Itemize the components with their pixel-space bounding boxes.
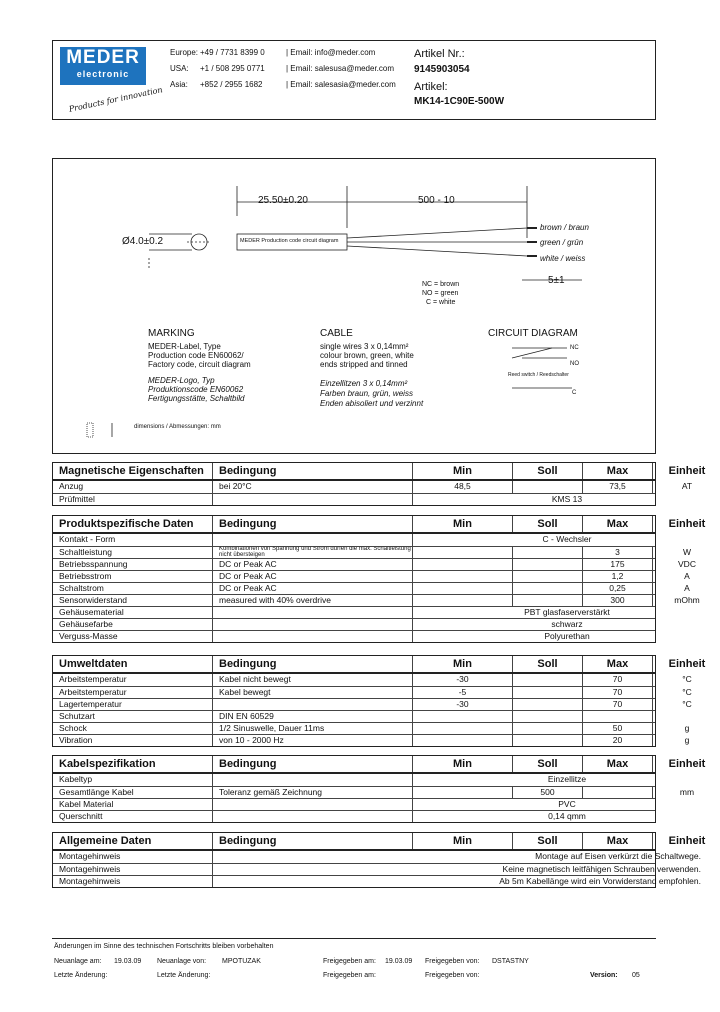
header-typ: Soll xyxy=(513,656,583,672)
no-label: NO = green xyxy=(422,290,459,297)
neuanlage-von-label: Neuanlage von: xyxy=(157,958,207,965)
row-typ xyxy=(513,711,583,722)
marking-line-3: Factory code, circuit diagram xyxy=(148,360,251,369)
row-typ xyxy=(513,674,583,686)
table-row xyxy=(53,606,655,618)
marking-de-line-1: MEDER-Logo, Typ xyxy=(148,376,215,385)
row-max: 70 xyxy=(583,687,653,698)
row-max: 70 xyxy=(583,674,653,686)
row-max: 300 xyxy=(583,595,653,606)
header-max: Max xyxy=(583,833,653,849)
freigegeben-von-label: Freigegeben von: xyxy=(425,958,480,965)
row-name: Prüfmittel xyxy=(53,494,213,505)
row-condition xyxy=(213,534,413,546)
table-row xyxy=(53,582,690,594)
row-typ xyxy=(513,583,583,594)
table-row xyxy=(53,594,700,606)
row-condition: Kabel nicht bewegt xyxy=(213,674,413,686)
contact-asia-region: Asia: xyxy=(170,80,188,89)
row-min xyxy=(413,559,513,570)
dim-diameter: Ø4.0±0.2 xyxy=(122,236,164,247)
row-max xyxy=(583,711,653,722)
row-condition: von 10 - 2000 Hz xyxy=(213,735,413,746)
header-typ: Soll xyxy=(513,756,583,772)
row-span-value: Polyurethan xyxy=(544,631,590,641)
freig-am2-label: Freigegeben am: xyxy=(323,972,376,979)
circuit-c: C xyxy=(572,390,577,396)
row-condition: DC or Peak AC xyxy=(213,583,413,594)
table-row xyxy=(53,734,690,746)
section-general xyxy=(52,832,706,888)
section-title: Umweltdaten xyxy=(53,656,213,672)
row-condition: DC or Peak AC xyxy=(213,571,413,582)
freigegeben-von-value: DSTASTNY xyxy=(492,958,529,965)
row-wide-value: Ab 5m Kabellänge wird ein Vorwiderstand empfohlen. xyxy=(499,876,701,886)
row-min xyxy=(413,735,513,746)
row-unit: W xyxy=(682,547,692,557)
row-name: Lagertemperatur xyxy=(53,699,213,710)
table-row xyxy=(53,674,692,686)
row-span-value: schwarz xyxy=(551,619,583,629)
row-max: 175 xyxy=(583,559,653,570)
header-min: Min xyxy=(413,756,513,772)
row-min xyxy=(413,571,513,582)
row-min: -30 xyxy=(413,674,513,686)
header-max: Max xyxy=(583,656,653,672)
contact-usa-region: USA: xyxy=(170,64,189,73)
row-name: Gehäusematerial xyxy=(53,607,213,618)
row-span-value: Einzellitze xyxy=(547,774,587,784)
row-name: Kabel Material xyxy=(53,799,213,810)
row-condition: Kombinationen von Spannung und Strom dürfen die max. Schaltleistung nicht übersteigen xyxy=(213,547,413,558)
section-magnetic xyxy=(52,462,706,506)
row-condition: Toleranz gemäß Zeichnung xyxy=(213,787,413,798)
circuit-nc: NC xyxy=(570,345,579,351)
cable-line-3: ends stripped and tinned xyxy=(320,360,408,369)
sensor-body-text: MEDER Production code circuit diagram xyxy=(240,238,339,244)
section-header xyxy=(53,463,706,481)
neuanlage-am-label: Neuanlage am: xyxy=(54,958,102,965)
artikel-nr-value: 9145903054 xyxy=(414,64,470,75)
row-unit: VDC xyxy=(678,559,696,569)
row-max: 70 xyxy=(583,699,653,710)
row-unit: °C xyxy=(682,674,692,684)
cable-title: CABLE xyxy=(320,328,353,339)
artikel-nr-label: Artikel Nr.: xyxy=(414,48,465,60)
header-min: Min xyxy=(413,463,513,479)
row-name: Montagehinweis xyxy=(53,864,213,875)
row-name: Schutzart xyxy=(53,711,213,722)
row-condition: measured with 40% overdrive xyxy=(213,595,413,606)
header-min: Min xyxy=(413,833,513,849)
footer-divider xyxy=(52,938,656,939)
row-max: 1,2 xyxy=(583,571,653,582)
row-wide-value: Montage auf Eisen verkürzt die Schaltwege. xyxy=(535,851,701,861)
row-typ xyxy=(513,723,583,734)
contact-usa-email[interactable]: | Email: salesusa@meder.com xyxy=(286,64,395,73)
table-row xyxy=(53,481,693,493)
row-condition: Kabel bewegt xyxy=(213,687,413,698)
marking-line-2: Production code EN60062/ xyxy=(148,351,244,360)
header-unit: Einheit xyxy=(668,658,706,670)
meder-logo xyxy=(60,47,146,85)
table-row xyxy=(53,786,695,798)
row-unit: A xyxy=(684,571,690,581)
neuanlage-von-value: MPOTUZAK xyxy=(222,958,261,965)
freig-von2-label: Freigegeben von: xyxy=(425,972,480,979)
row-condition xyxy=(213,799,413,810)
marking-de-line-2: Produktionscode EN60062 xyxy=(148,385,244,394)
row-min: 48,5 xyxy=(413,481,513,493)
cable-de-line-1: Einzellitzen 3 x 0,14mm² xyxy=(320,379,408,388)
row-max: 73,5 xyxy=(583,481,653,493)
letzte-von-label: Letzte Änderung: xyxy=(157,972,211,979)
table-row xyxy=(53,686,692,698)
table-row xyxy=(53,546,692,558)
row-min xyxy=(413,723,513,734)
logo-bottom-text: electronic xyxy=(76,69,130,79)
row-name: Anzug xyxy=(53,481,213,493)
dim-strip: 5±1 xyxy=(548,275,565,286)
marking-title: MARKING xyxy=(148,328,195,339)
contact-asia-email[interactable]: | Email: salesasia@meder.com xyxy=(286,80,396,89)
contact-usa-phone: +1 / 508 295 0771 xyxy=(200,64,265,73)
row-span-value: 0,14 qmm xyxy=(548,811,586,821)
row-condition: DIN EN 60529 xyxy=(213,711,413,722)
row-min xyxy=(413,547,513,558)
header-unit: Einheit xyxy=(668,758,706,770)
header-typ: Soll xyxy=(513,516,583,532)
cable-de-line-3: Enden abisoliert und verzinnt xyxy=(320,399,424,408)
header-condition: Bedingung xyxy=(213,516,413,532)
section-title: Kabelspezifikation xyxy=(53,756,213,772)
section-environment xyxy=(52,655,706,747)
row-unit: °C xyxy=(682,699,692,709)
contact-europe-phone: +49 / 7731 8399 0 xyxy=(200,48,265,57)
header-unit: Einheit xyxy=(668,518,706,530)
row-span-value: PBT glasfaserverstärkt xyxy=(524,607,610,617)
contact-europe-email[interactable]: | Email: info@meder.com xyxy=(286,48,376,57)
cable-line-2: colour brown, green, white xyxy=(320,351,414,360)
row-min xyxy=(413,595,513,606)
row-typ xyxy=(513,481,583,493)
row-typ xyxy=(513,595,583,606)
header-unit: Einheit xyxy=(668,465,706,477)
row-span-value: PVC xyxy=(558,799,576,809)
row-unit: g xyxy=(684,735,690,745)
row-min: -5 xyxy=(413,687,513,698)
header-condition: Bedingung xyxy=(213,833,413,849)
wire-green-label: green / grün xyxy=(540,238,584,247)
freigegeben-am-label: Freigegeben am: xyxy=(323,958,376,965)
circuit-title: CIRCUIT DIAGRAM xyxy=(488,328,578,339)
row-condition: 1/2 Sinuswelle, Dauer 11ms xyxy=(213,723,413,734)
row-name: Querschnitt xyxy=(53,811,213,822)
row-unit xyxy=(653,711,720,722)
table-row xyxy=(53,570,690,582)
row-name: Vibration xyxy=(53,735,213,746)
nc-label: NC = brown xyxy=(422,281,460,288)
header-max: Max xyxy=(583,516,653,532)
row-name: Sensorwiderstand xyxy=(53,595,213,606)
contact-europe-region: Europe: xyxy=(170,48,199,57)
section-title: Produktspezifische Daten xyxy=(53,516,213,532)
row-max xyxy=(583,787,653,798)
row-min: -30 xyxy=(413,699,513,710)
dimension-note: dimensions / Abmessungen: mm xyxy=(134,424,221,430)
table-row xyxy=(53,710,655,722)
row-name: Schaltstrom xyxy=(53,583,213,594)
section-title: Allgemeine Daten xyxy=(53,833,213,849)
row-unit: °C xyxy=(682,687,692,697)
letzte-am-label: Letzte Änderung: xyxy=(54,972,108,979)
wire-brown-label: brown / braun xyxy=(540,223,589,232)
row-condition xyxy=(213,494,413,505)
table-row xyxy=(53,798,655,810)
row-name: Schaltleistung xyxy=(53,547,213,558)
version-value: 05 xyxy=(632,972,640,979)
dim-cable: 500 - 10 xyxy=(418,195,455,206)
row-name: Kabeltyp xyxy=(53,774,213,786)
marking-de-line-3: Fertigungsstätte, Schaltbild xyxy=(148,394,245,403)
row-name: Gehäusefarbe xyxy=(53,619,213,630)
technical-drawing xyxy=(52,158,656,454)
row-condition: bei 20°C xyxy=(213,481,413,493)
table-row xyxy=(53,722,690,734)
row-unit: g xyxy=(684,723,690,733)
cable-de-line-2: Farben braun, grün, weiss xyxy=(320,389,413,398)
cable-line-1: single wires 3 x 0,14mm² xyxy=(320,342,409,351)
row-name: Gesamtlänge Kabel xyxy=(53,787,213,798)
wire-white-label: white / weiss xyxy=(540,254,586,263)
section-product xyxy=(52,515,706,643)
freigegeben-am-value: 19.03.09 xyxy=(385,958,413,965)
row-max: 50 xyxy=(583,723,653,734)
table-row xyxy=(53,863,701,875)
footer-note: Änderungen im Sinne des technischen Fortschritts bleiben vorbehalten xyxy=(54,943,274,950)
row-unit: mOhm xyxy=(674,595,700,605)
row-name: Schock xyxy=(53,723,213,734)
table-row xyxy=(53,630,655,642)
circuit-no: NO xyxy=(570,361,579,367)
row-name: Montagehinweis xyxy=(53,851,213,863)
row-min xyxy=(413,787,513,798)
dim-length: 25.50±0.20 xyxy=(258,195,308,206)
row-condition xyxy=(213,774,413,786)
row-typ xyxy=(513,735,583,746)
version-label: Version: xyxy=(590,972,618,979)
row-name: Arbeitstemperatur xyxy=(53,687,213,698)
header-max: Max xyxy=(583,463,653,479)
table-row xyxy=(53,618,655,630)
row-typ xyxy=(513,571,583,582)
artikel-value: MK14-1C90E-500W xyxy=(414,96,505,107)
section-cable xyxy=(52,755,706,823)
row-name: Montagehinweis xyxy=(53,876,213,887)
circuit-label: Reed switch / Reedschalter xyxy=(508,372,569,378)
table-row xyxy=(53,774,655,786)
row-name: Betriebsspannung xyxy=(53,559,213,570)
table-row xyxy=(53,875,701,887)
section-header xyxy=(53,656,706,674)
header-typ: Soll xyxy=(513,463,583,479)
header-condition: Bedingung xyxy=(213,756,413,772)
row-typ xyxy=(513,559,583,570)
header-unit: Einheit xyxy=(668,835,706,847)
section-header xyxy=(53,833,706,851)
com-label: C = white xyxy=(426,299,456,306)
section-header xyxy=(53,516,706,534)
table-row xyxy=(53,851,701,863)
row-min xyxy=(413,711,513,722)
table-row xyxy=(53,558,696,570)
row-max: 20 xyxy=(583,735,653,746)
row-condition xyxy=(213,811,413,822)
header-condition: Bedingung xyxy=(213,656,413,672)
header-condition: Bedingung xyxy=(213,463,413,479)
neuanlage-am-value: 19.03.09 xyxy=(114,958,142,965)
header-min: Min xyxy=(413,656,513,672)
row-name: Verguss-Masse xyxy=(53,631,213,642)
row-condition xyxy=(213,699,413,710)
header-max: Max xyxy=(583,756,653,772)
slogan: Products for innovation xyxy=(68,85,164,114)
marking-line-1: MEDER-Label, Type xyxy=(148,342,221,351)
row-typ xyxy=(513,687,583,698)
artikel-label: Artikel: xyxy=(414,81,448,93)
header-typ: Soll xyxy=(513,833,583,849)
row-condition xyxy=(213,607,413,618)
row-name: Betriebsstrom xyxy=(53,571,213,582)
row-name: Arbeitstemperatur xyxy=(53,674,213,686)
contact-asia-phone: +852 / 2955 1682 xyxy=(200,80,263,89)
row-unit: A xyxy=(684,583,690,593)
section-title: Magnetische Eigenschaften xyxy=(53,463,213,479)
row-unit: mm xyxy=(679,787,695,797)
row-min xyxy=(413,583,513,594)
logo-top-text: MEDER xyxy=(66,47,140,68)
header-min: Min xyxy=(413,516,513,532)
row-typ: 500 xyxy=(513,787,583,798)
section-header xyxy=(53,756,706,774)
table-row xyxy=(53,810,655,822)
row-max: 0,25 xyxy=(583,583,653,594)
row-name: Kontakt - Form xyxy=(53,534,213,546)
table-row xyxy=(53,698,692,710)
row-span-value: KMS 13 xyxy=(551,494,583,504)
table-row xyxy=(53,493,655,505)
row-span-value: C - Wechsler xyxy=(542,534,592,544)
row-wide-value: Keine magnetisch leitfähigen Schrauben verwenden. xyxy=(502,864,701,874)
row-typ xyxy=(513,547,583,558)
table-row xyxy=(53,534,655,546)
row-max: 3 xyxy=(583,547,653,558)
row-typ xyxy=(513,699,583,710)
row-unit: AT xyxy=(681,481,693,491)
row-condition: DC or Peak AC xyxy=(213,559,413,570)
row-condition xyxy=(213,631,413,642)
row-condition xyxy=(213,619,413,630)
